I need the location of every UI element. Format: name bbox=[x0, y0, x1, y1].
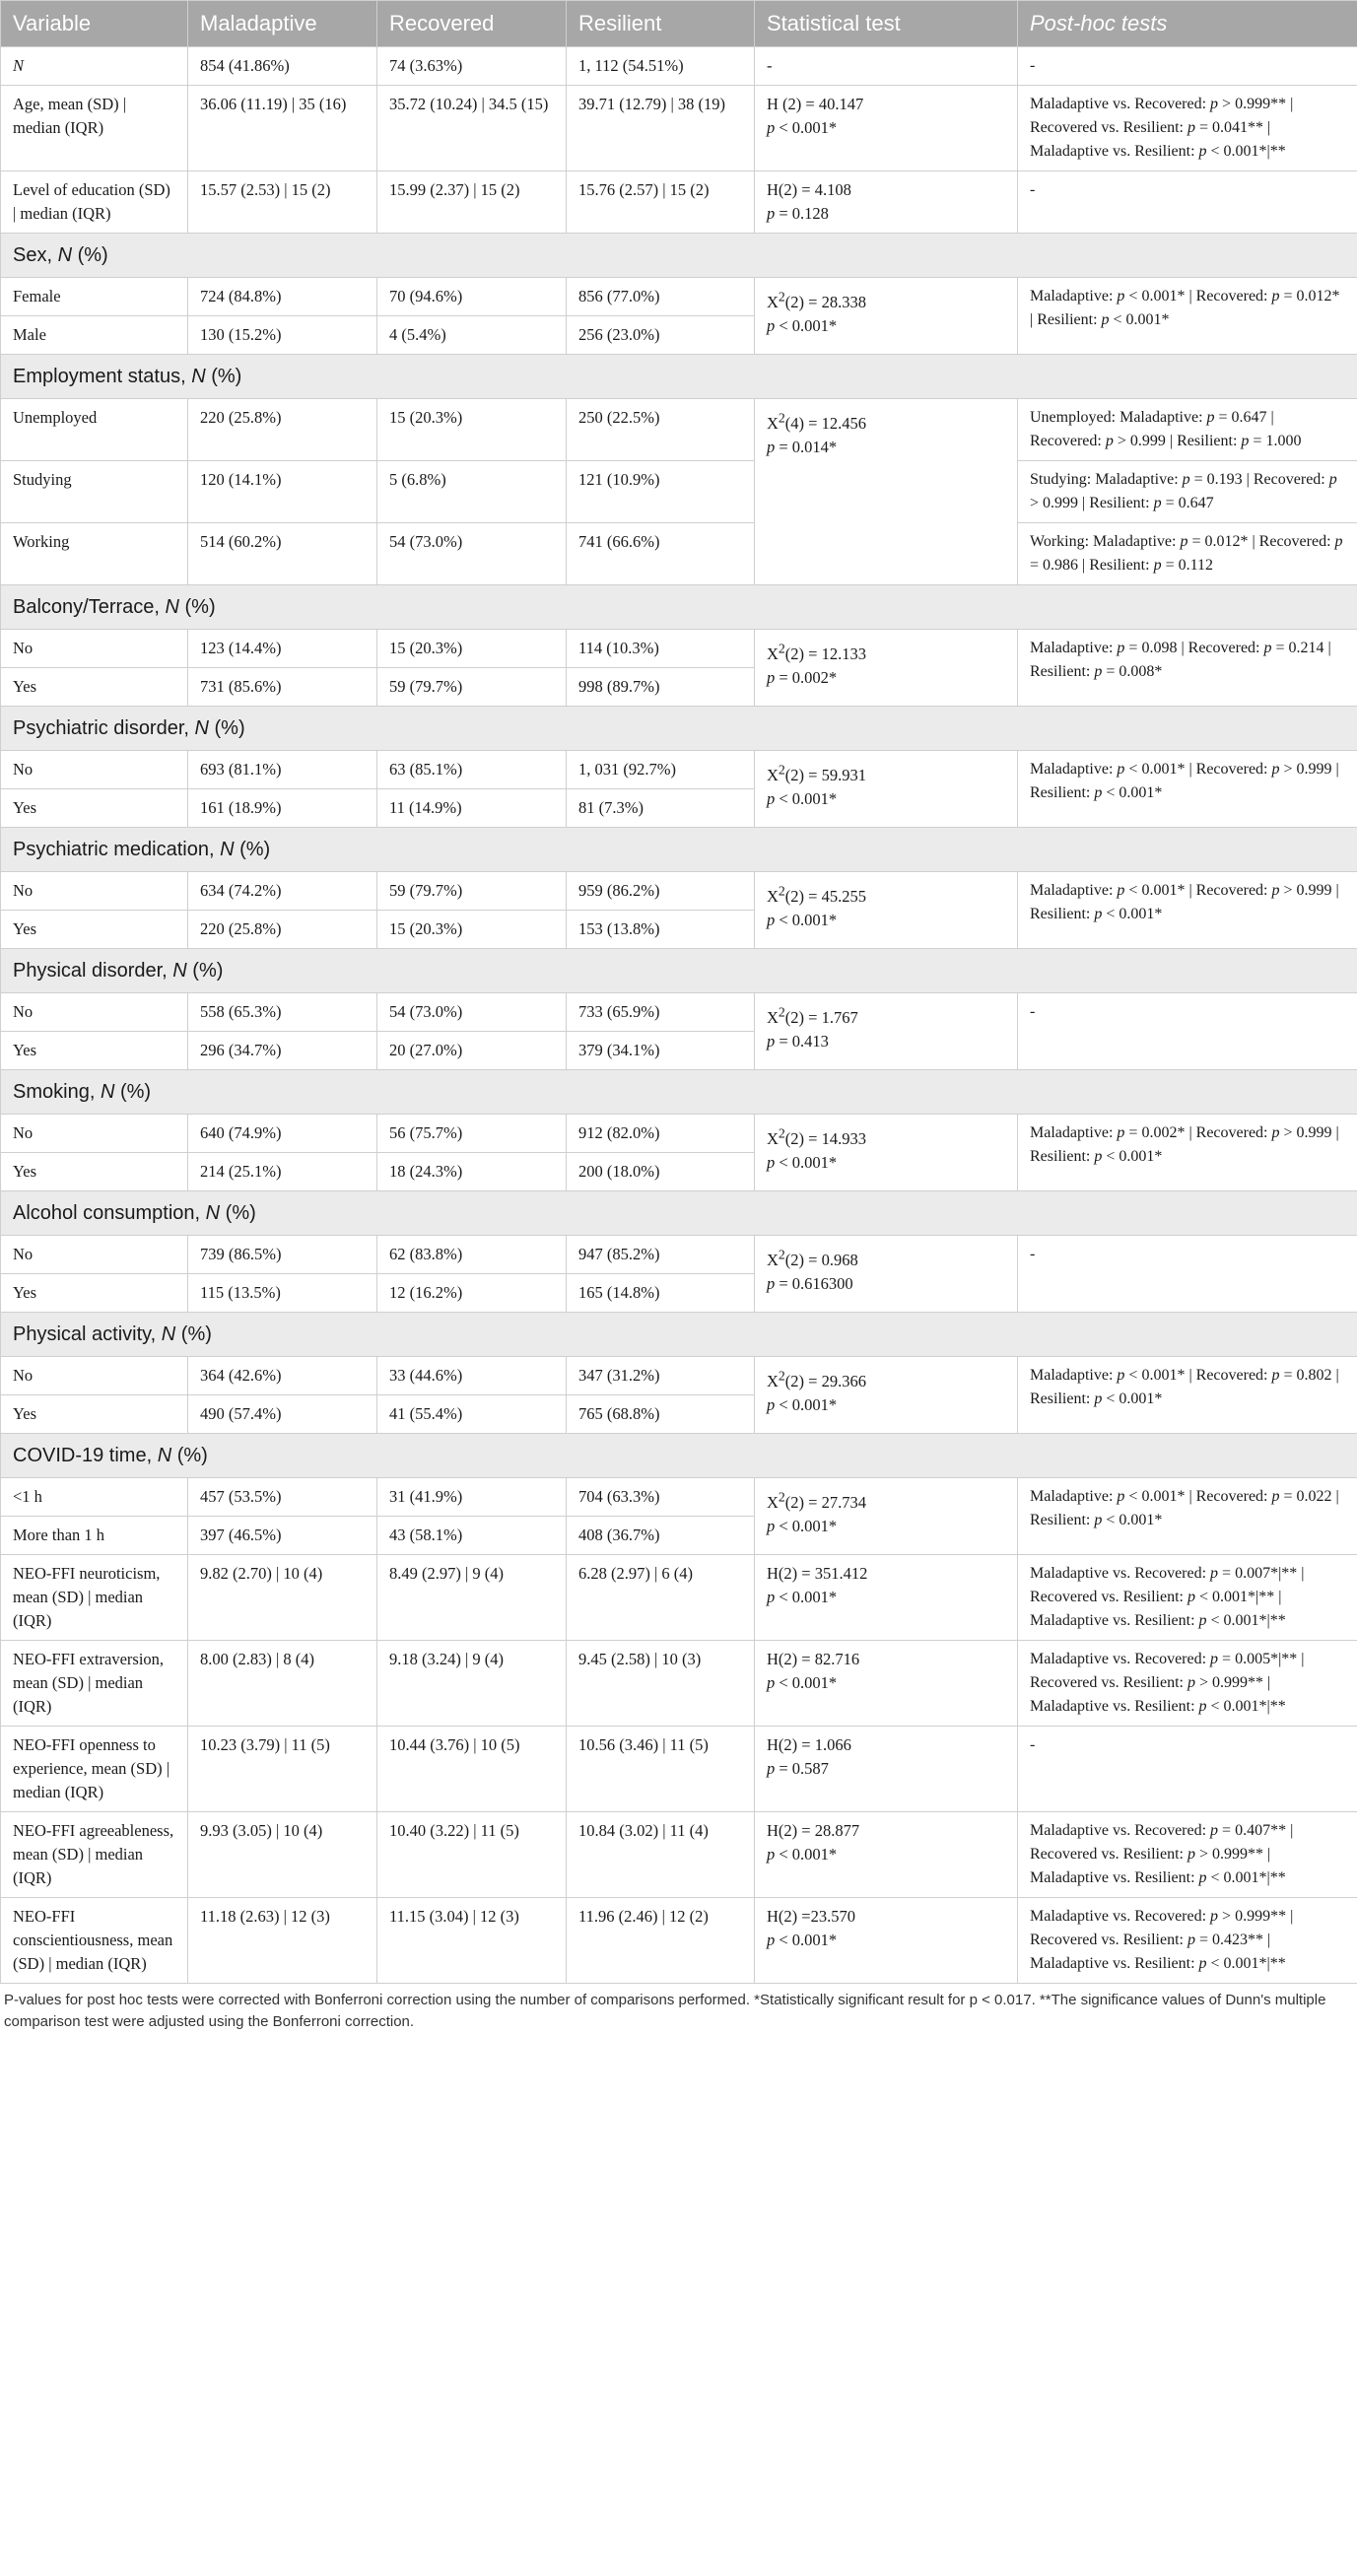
resilient-cell: 408 (36.7%) bbox=[567, 1517, 755, 1555]
maladaptive-cell: 11.18 (2.63) | 12 (3) bbox=[188, 1898, 377, 1984]
test-p-value: p = 0.014* bbox=[767, 437, 838, 456]
table-row bbox=[1, 872, 1357, 911]
maladaptive-cell: 130 (15.2%) bbox=[188, 316, 377, 355]
maladaptive-cell: 10.23 (3.79) | 11 (5) bbox=[188, 1727, 377, 1812]
table-row bbox=[1, 47, 1357, 86]
table-row bbox=[1, 1357, 1357, 1395]
variable-cell: No bbox=[1, 993, 188, 1032]
section-title: Physical activity, N (%) bbox=[1, 1313, 1357, 1357]
statistical-test-cell bbox=[755, 1357, 1018, 1434]
recovered-cell: 15 (20.3%) bbox=[377, 911, 567, 949]
test-p-value: p = 0.413 bbox=[767, 1031, 829, 1051]
table-row bbox=[1, 1478, 1357, 1517]
variable-cell: N bbox=[1, 47, 188, 86]
post-hoc-cell: Maladaptive: p = 0.098 | Recovered: p = 0.214 | Resilient: p = 0.008* bbox=[1018, 630, 1357, 707]
statistical-test-cell bbox=[755, 1812, 1018, 1898]
resilient-cell: 153 (13.8%) bbox=[567, 911, 755, 949]
section-title: Psychiatric medication, N (%) bbox=[1, 828, 1357, 872]
variable-cell: NEO-FFI extraversion, mean (SD) | median (IQR) bbox=[1, 1641, 188, 1727]
maladaptive-cell: 220 (25.8%) bbox=[188, 911, 377, 949]
recovered-cell: 15 (20.3%) bbox=[377, 630, 567, 668]
recovered-cell: 15.99 (2.37) | 15 (2) bbox=[377, 171, 567, 234]
variable-cell: Female bbox=[1, 278, 188, 316]
test-statistic: $X^2(2) = 0.968$ bbox=[767, 1247, 858, 1269]
maladaptive-cell: 123 (14.4%) bbox=[188, 630, 377, 668]
statistical-test-cell bbox=[755, 993, 1018, 1070]
maladaptive-cell: 8.00 (2.83) | 8 (4) bbox=[188, 1641, 377, 1727]
resilient-cell: 856 (77.0%) bbox=[567, 278, 755, 316]
section-header-row bbox=[1, 585, 1357, 630]
statistical-test-cell bbox=[755, 751, 1018, 828]
variable-cell: No bbox=[1, 872, 188, 911]
statistical-test-cell: - bbox=[755, 47, 1018, 86]
header-post-hoc-text: Post-hoc tests bbox=[1030, 11, 1168, 35]
resilient-cell: 959 (86.2%) bbox=[567, 872, 755, 911]
recovered-cell: 43 (58.1%) bbox=[377, 1517, 567, 1555]
resilient-cell: 741 (66.6%) bbox=[567, 523, 755, 585]
maladaptive-cell: 364 (42.6%) bbox=[188, 1357, 377, 1395]
statistical-test-cell bbox=[755, 171, 1018, 234]
variable-cell: Male bbox=[1, 316, 188, 355]
post-hoc-cell: Maladaptive: p < 0.001* | Recovered: p > 0.999 | Resilient: p < 0.001* bbox=[1018, 872, 1357, 949]
resilient-cell: 9.45 (2.58) | 10 (3) bbox=[567, 1641, 755, 1727]
header-resilient: Resilient bbox=[567, 1, 755, 47]
test-statistic: $X^2(2) = 59.931$ bbox=[767, 762, 866, 784]
resilient-cell: 114 (10.3%) bbox=[567, 630, 755, 668]
maladaptive-cell: 9.82 (2.70) | 10 (4) bbox=[188, 1555, 377, 1641]
variable-cell: NEO-FFI openness to experience, mean (SD) | median (IQR) bbox=[1, 1727, 188, 1812]
section-header-row bbox=[1, 355, 1357, 399]
maladaptive-cell: 693 (81.1%) bbox=[188, 751, 377, 789]
test-statistic: H(2) = 351.412 bbox=[767, 1564, 868, 1583]
section-title: Alcohol consumption, N (%) bbox=[1, 1191, 1357, 1236]
recovered-cell: 59 (79.7%) bbox=[377, 668, 567, 707]
table-row bbox=[1, 1898, 1357, 1984]
section-title: Physical disorder, N (%) bbox=[1, 949, 1357, 993]
header-post-hoc-tests bbox=[1018, 1, 1357, 47]
section-header-row bbox=[1, 1070, 1357, 1115]
recovered-cell: 54 (73.0%) bbox=[377, 523, 567, 585]
post-hoc-cell: Studying: Maladaptive: p = 0.193 | Recovered: p > 0.999 | Resilient: p = 0.647 bbox=[1018, 461, 1357, 523]
section-header-row bbox=[1, 1191, 1357, 1236]
statistical-test-cell bbox=[755, 1115, 1018, 1191]
variable-cell: NEO-FFI neuroticism, mean (SD) | median (IQR) bbox=[1, 1555, 188, 1641]
recovered-cell: 35.72 (10.24) | 34.5 (15) bbox=[377, 86, 567, 171]
recovered-cell: 41 (55.4%) bbox=[377, 1395, 567, 1434]
header-recovered: Recovered bbox=[377, 1, 567, 47]
resilient-cell: 347 (31.2%) bbox=[567, 1357, 755, 1395]
test-statistic: H(2) = 4.108 bbox=[767, 180, 851, 199]
variable-cell: No bbox=[1, 1236, 188, 1274]
maladaptive-cell: 854 (41.86%) bbox=[188, 47, 377, 86]
table-body bbox=[1, 47, 1357, 1984]
variable-cell: No bbox=[1, 751, 188, 789]
header-statistical-test: Statistical test bbox=[755, 1, 1018, 47]
maladaptive-cell: 739 (86.5%) bbox=[188, 1236, 377, 1274]
test-p-value: p < 0.001* bbox=[767, 315, 838, 335]
table-row bbox=[1, 86, 1357, 171]
test-statistic: $X^2(2) = 29.366$ bbox=[767, 1368, 866, 1390]
maladaptive-cell: 214 (25.1%) bbox=[188, 1153, 377, 1191]
variable-cell: Yes bbox=[1, 911, 188, 949]
post-hoc-cell: Maladaptive vs. Recovered: p = 0.005*|** | Recovered vs. Resilient: p > 0.999** | Maladaptive vs. Resilient: p < 0.001*|** bbox=[1018, 1641, 1357, 1727]
table-row bbox=[1, 993, 1357, 1032]
variable-cell: Yes bbox=[1, 789, 188, 828]
recovered-cell: 62 (83.8%) bbox=[377, 1236, 567, 1274]
variable-cell: Yes bbox=[1, 668, 188, 707]
maladaptive-cell: 640 (74.9%) bbox=[188, 1115, 377, 1153]
test-p-value: p < 0.001* bbox=[767, 788, 838, 808]
statistical-test-cell bbox=[755, 1727, 1018, 1812]
recovered-cell: 11.15 (3.04) | 12 (3) bbox=[377, 1898, 567, 1984]
maladaptive-cell: 120 (14.1%) bbox=[188, 461, 377, 523]
maladaptive-cell: 15.57 (2.53) | 15 (2) bbox=[188, 171, 377, 234]
test-statistic: H(2) =23.570 bbox=[767, 1907, 855, 1926]
test-p-value: p < 0.001* bbox=[767, 1152, 838, 1172]
section-header-row bbox=[1, 707, 1357, 751]
resilient-cell: 1, 031 (92.7%) bbox=[567, 751, 755, 789]
variable-cell: <1 h bbox=[1, 1478, 188, 1517]
recovered-cell: 54 (73.0%) bbox=[377, 993, 567, 1032]
maladaptive-cell: 558 (65.3%) bbox=[188, 993, 377, 1032]
table-row bbox=[1, 1115, 1357, 1153]
resilient-cell: 704 (63.3%) bbox=[567, 1478, 755, 1517]
resilient-cell: 379 (34.1%) bbox=[567, 1032, 755, 1070]
table-row bbox=[1, 1812, 1357, 1898]
variable-cell: Yes bbox=[1, 1153, 188, 1191]
recovered-cell: 5 (6.8%) bbox=[377, 461, 567, 523]
variable-cell: More than 1 h bbox=[1, 1517, 188, 1555]
post-hoc-cell: Maladaptive: p = 0.002* | Recovered: p > 0.999 | Resilient: p < 0.001* bbox=[1018, 1115, 1357, 1191]
test-statistic: $X^2(2) = 45.255$ bbox=[767, 883, 866, 906]
maladaptive-cell: 115 (13.5%) bbox=[188, 1274, 377, 1313]
test-statistic: $X^2(2) = 27.734$ bbox=[767, 1489, 866, 1512]
variable-cell: No bbox=[1, 1357, 188, 1395]
recovered-cell: 11 (14.9%) bbox=[377, 789, 567, 828]
variable-cell: No bbox=[1, 630, 188, 668]
test-statistic: $X^2(2) = 14.933$ bbox=[767, 1125, 866, 1148]
test-p-value: p < 0.001* bbox=[767, 1394, 838, 1414]
resilient-cell: 11.96 (2.46) | 12 (2) bbox=[567, 1898, 755, 1984]
resilient-cell: 6.28 (2.97) | 6 (4) bbox=[567, 1555, 755, 1641]
header-row bbox=[1, 1, 1357, 47]
recovered-cell: 59 (79.7%) bbox=[377, 872, 567, 911]
maladaptive-cell: 724 (84.8%) bbox=[188, 278, 377, 316]
table-row bbox=[1, 751, 1357, 789]
test-statistic: $X^2(2) = 12.133$ bbox=[767, 641, 866, 663]
recovered-cell: 31 (41.9%) bbox=[377, 1478, 567, 1517]
variable-cell: Yes bbox=[1, 1274, 188, 1313]
statistical-test-cell bbox=[755, 1236, 1018, 1313]
section-header-row bbox=[1, 949, 1357, 993]
recovered-cell: 10.40 (3.22) | 11 (5) bbox=[377, 1812, 567, 1898]
test-p-value: p < 0.001* bbox=[767, 1931, 838, 1949]
resilient-cell: 10.84 (3.02) | 11 (4) bbox=[567, 1812, 755, 1898]
maladaptive-cell: 490 (57.4%) bbox=[188, 1395, 377, 1434]
resilient-cell: 81 (7.3%) bbox=[567, 789, 755, 828]
recovered-cell: 70 (94.6%) bbox=[377, 278, 567, 316]
statistical-test-cell bbox=[755, 399, 1018, 585]
table-row bbox=[1, 1236, 1357, 1274]
post-hoc-cell: Maladaptive: p < 0.001* | Recovered: p > 0.999 | Resilient: p < 0.001* bbox=[1018, 751, 1357, 828]
table-row bbox=[1, 171, 1357, 234]
post-hoc-cell: Maladaptive: p < 0.001* | Recovered: p = 0.022 | Resilient: p < 0.001* bbox=[1018, 1478, 1357, 1555]
variable-cell: NEO-FFI agreeableness, mean (SD) | median (IQR) bbox=[1, 1812, 188, 1898]
section-title: COVID-19 time, N (%) bbox=[1, 1434, 1357, 1478]
variable-cell: Level of education (SD) | median (IQR) bbox=[1, 171, 188, 234]
header-variable: Variable bbox=[1, 1, 188, 47]
resilient-cell: 250 (22.5%) bbox=[567, 399, 755, 461]
maladaptive-cell: 731 (85.6%) bbox=[188, 668, 377, 707]
resilient-cell: 15.76 (2.57) | 15 (2) bbox=[567, 171, 755, 234]
variable-cell: Working bbox=[1, 523, 188, 585]
resilient-cell: 200 (18.0%) bbox=[567, 1153, 755, 1191]
variable-cell: No bbox=[1, 1115, 188, 1153]
statistical-test-cell bbox=[755, 1898, 1018, 1984]
recovered-cell: 15 (20.3%) bbox=[377, 399, 567, 461]
maladaptive-cell: 634 (74.2%) bbox=[188, 872, 377, 911]
test-statistic: H(2) = 1.066 bbox=[767, 1735, 851, 1754]
recovered-cell: 12 (16.2%) bbox=[377, 1274, 567, 1313]
variable-cell: Yes bbox=[1, 1395, 188, 1434]
section-header-row bbox=[1, 1434, 1357, 1478]
section-header-row bbox=[1, 828, 1357, 872]
post-hoc-cell: Unemployed: Maladaptive: p = 0.647 | Recovered: p > 0.999 | Resilient: p = 1.000 bbox=[1018, 399, 1357, 461]
maladaptive-cell: 9.93 (3.05) | 10 (4) bbox=[188, 1812, 377, 1898]
maladaptive-cell: 397 (46.5%) bbox=[188, 1517, 377, 1555]
post-hoc-cell: - bbox=[1018, 171, 1357, 234]
post-hoc-cell: - bbox=[1018, 47, 1357, 86]
test-p-value: p = 0.128 bbox=[767, 204, 829, 223]
post-hoc-cell: Maladaptive vs. Recovered: p = 0.407** | Recovered vs. Resilient: p > 0.999** | Maladaptive vs. Resilient: p < 0.001*|** bbox=[1018, 1812, 1357, 1898]
post-hoc-cell: Working: Maladaptive: p = 0.012* | Recovered: p = 0.986 | Resilient: p = 0.112 bbox=[1018, 523, 1357, 585]
statistical-test-cell bbox=[755, 1641, 1018, 1727]
resilient-cell: 765 (68.8%) bbox=[567, 1395, 755, 1434]
test-statistic: $X^2(2) = 28.338$ bbox=[767, 289, 866, 311]
section-title: Smoking, N (%) bbox=[1, 1070, 1357, 1115]
resilient-cell: 256 (23.0%) bbox=[567, 316, 755, 355]
recovered-cell: 18 (24.3%) bbox=[377, 1153, 567, 1191]
maladaptive-cell: 220 (25.8%) bbox=[188, 399, 377, 461]
recovered-cell: 56 (75.7%) bbox=[377, 1115, 567, 1153]
maladaptive-cell: 457 (53.5%) bbox=[188, 1478, 377, 1517]
resilient-cell: 10.56 (3.46) | 11 (5) bbox=[567, 1727, 755, 1812]
test-p-value: p = 0.002* bbox=[767, 667, 838, 687]
footnote: P-values for post hoc tests were corrected with Bonferroni correction using the number of comparisons performed. *Statistically significant result for p < 0.017. **The significance values of Dunn's multiple comparison test were adjusted using the Bonferroni correction. bbox=[4, 1992, 1326, 2030]
test-p-value: p < 0.001* bbox=[767, 910, 838, 929]
test-p-value: p < 0.001* bbox=[767, 1673, 838, 1692]
resilient-cell: 121 (10.9%) bbox=[567, 461, 755, 523]
table-row bbox=[1, 1641, 1357, 1727]
section-header-row bbox=[1, 1313, 1357, 1357]
table-row bbox=[1, 461, 1357, 523]
statistical-test-cell bbox=[755, 86, 1018, 171]
resilient-cell: 39.71 (12.79) | 38 (19) bbox=[567, 86, 755, 171]
variable-cell: Age, mean (SD) | median (IQR) bbox=[1, 86, 188, 171]
variable-cell: Studying bbox=[1, 461, 188, 523]
maladaptive-cell: 36.06 (11.19) | 35 (16) bbox=[188, 86, 377, 171]
recovered-cell: 20 (27.0%) bbox=[377, 1032, 567, 1070]
test-p-value: p < 0.001* bbox=[767, 1516, 838, 1535]
post-hoc-cell: Maladaptive vs. Recovered: p > 0.999** | Recovered vs. Resilient: p = 0.041** | Maladaptive vs. Resilient: p < 0.001*|** bbox=[1018, 86, 1357, 171]
test-p-value: p < 0.001* bbox=[767, 1588, 838, 1606]
recovered-cell: 63 (85.1%) bbox=[377, 751, 567, 789]
post-hoc-cell: Maladaptive vs. Recovered: p > 0.999** | Recovered vs. Resilient: p = 0.423** | Maladaptive vs. Resilient: p < 0.001*|** bbox=[1018, 1898, 1357, 1984]
statistical-test-cell bbox=[755, 1555, 1018, 1641]
statistical-test-cell bbox=[755, 278, 1018, 355]
section-title: Sex, N (%) bbox=[1, 234, 1357, 278]
post-hoc-cell: Maladaptive: p < 0.001* | Recovered: p = 0.802 | Resilient: p < 0.001* bbox=[1018, 1357, 1357, 1434]
test-statistic: H(2) = 82.716 bbox=[767, 1650, 860, 1668]
recovered-cell: 9.18 (3.24) | 9 (4) bbox=[377, 1641, 567, 1727]
variable-cell: NEO-FFI conscientiousness, mean (SD) | median (IQR) bbox=[1, 1898, 188, 1984]
maladaptive-cell: 161 (18.9%) bbox=[188, 789, 377, 828]
resilient-cell: 912 (82.0%) bbox=[567, 1115, 755, 1153]
table-row bbox=[1, 1555, 1357, 1641]
recovered-cell: 8.49 (2.97) | 9 (4) bbox=[377, 1555, 567, 1641]
recovered-cell: 4 (5.4%) bbox=[377, 316, 567, 355]
resilient-cell: 947 (85.2%) bbox=[567, 1236, 755, 1274]
test-p-value: p < 0.001* bbox=[767, 1845, 838, 1864]
header-maladaptive: Maladaptive bbox=[188, 1, 377, 47]
statistical-test-cell bbox=[755, 872, 1018, 949]
test-statistic: $X^2(4) = 12.456$ bbox=[767, 410, 866, 433]
recovered-cell: 33 (44.6%) bbox=[377, 1357, 567, 1395]
resilient-cell: 733 (65.9%) bbox=[567, 993, 755, 1032]
post-hoc-cell: - bbox=[1018, 1236, 1357, 1313]
section-header-row bbox=[1, 234, 1357, 278]
statistical-test-cell bbox=[755, 630, 1018, 707]
table-row bbox=[1, 1727, 1357, 1812]
statistical-test-cell bbox=[755, 1478, 1018, 1555]
section-title: Psychiatric disorder, N (%) bbox=[1, 707, 1357, 751]
post-hoc-cell: Maladaptive: p < 0.001* | Recovered: p = 0.012* | Resilient: p < 0.001* bbox=[1018, 278, 1357, 355]
table-row bbox=[1, 523, 1357, 585]
test-statistic: H (2) = 40.147 bbox=[767, 95, 864, 113]
table-row bbox=[1, 399, 1357, 461]
test-p-value: p < 0.001* bbox=[767, 118, 838, 137]
section-title: Employment status, N (%) bbox=[1, 355, 1357, 399]
table-row bbox=[1, 278, 1357, 316]
resilient-cell: 165 (14.8%) bbox=[567, 1274, 755, 1313]
variable-cell: Yes bbox=[1, 1032, 188, 1070]
resilient-cell: 1, 112 (54.51%) bbox=[567, 47, 755, 86]
test-p-value: p = 0.616300 bbox=[767, 1273, 853, 1293]
maladaptive-cell: 514 (60.2%) bbox=[188, 523, 377, 585]
table-row bbox=[1, 630, 1357, 668]
post-hoc-cell: - bbox=[1018, 1727, 1357, 1812]
section-title: Balcony/Terrace, N (%) bbox=[1, 585, 1357, 630]
post-hoc-cell: - bbox=[1018, 993, 1357, 1070]
test-statistic: H(2) = 28.877 bbox=[767, 1821, 860, 1840]
test-p-value: p = 0.587 bbox=[767, 1759, 829, 1778]
maladaptive-cell: 296 (34.7%) bbox=[188, 1032, 377, 1070]
test-statistic: $X^2(2) = 1.767$ bbox=[767, 1004, 858, 1027]
recovered-cell: 74 (3.63%) bbox=[377, 47, 567, 86]
post-hoc-cell: Maladaptive vs. Recovered: p = 0.007*|** | Recovered vs. Resilient: p < 0.001*|** | Maladaptive vs. Resilient: p < 0.001*|** bbox=[1018, 1555, 1357, 1641]
resilient-cell: 998 (89.7%) bbox=[567, 668, 755, 707]
variable-cell: Unemployed bbox=[1, 399, 188, 461]
recovered-cell: 10.44 (3.76) | 10 (5) bbox=[377, 1727, 567, 1812]
